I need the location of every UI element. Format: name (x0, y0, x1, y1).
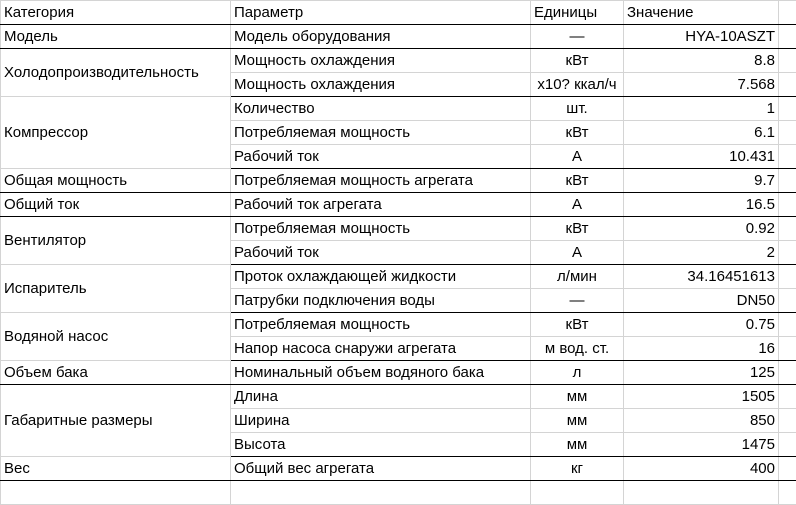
unit-cell[interactable]: — (531, 289, 624, 313)
unit-cell[interactable]: л (531, 361, 624, 385)
empty-cell[interactable] (779, 289, 796, 313)
value-cell[interactable]: 8.8 (624, 49, 779, 73)
table-row (1, 265, 796, 289)
parameter-cell[interactable]: Потребляемая мощность агрегата (231, 169, 531, 193)
category-cell[interactable]: Холодопроизводительность (1, 49, 231, 97)
empty-cell[interactable] (779, 241, 796, 265)
value-cell[interactable]: DN50 (624, 289, 779, 313)
header-value[interactable]: Значение (624, 1, 779, 25)
empty-cell[interactable] (779, 217, 796, 241)
value-cell[interactable]: HYA-10ASZT (624, 25, 779, 49)
value-cell[interactable]: 1475 (624, 433, 779, 457)
empty-cell[interactable] (779, 49, 796, 73)
parameter-cell[interactable]: Рабочий ток (231, 145, 531, 169)
empty-cell[interactable] (779, 1, 796, 25)
empty-cell[interactable] (779, 97, 796, 121)
empty-cell[interactable] (531, 481, 624, 505)
parameter-cell[interactable]: Мощность охлаждения (231, 49, 531, 73)
header-row (1, 1, 796, 25)
unit-cell[interactable]: мм (531, 409, 624, 433)
value-cell[interactable]: 850 (624, 409, 779, 433)
unit-cell[interactable]: кВт (531, 217, 624, 241)
unit-cell[interactable]: А (531, 241, 624, 265)
category-cell[interactable]: Испаритель (1, 265, 231, 313)
empty-cell[interactable] (231, 481, 531, 505)
parameter-cell[interactable]: Потребляемая мощность (231, 313, 531, 337)
value-cell[interactable]: 1 (624, 97, 779, 121)
empty-row (1, 481, 796, 505)
empty-cell[interactable] (779, 25, 796, 49)
table-row (1, 49, 796, 73)
unit-cell[interactable]: л/мин (531, 265, 624, 289)
header-units[interactable]: Единицы (531, 1, 624, 25)
value-cell[interactable]: 2 (624, 241, 779, 265)
empty-cell[interactable] (779, 265, 796, 289)
table-row (1, 217, 796, 241)
value-cell[interactable]: 125 (624, 361, 779, 385)
table-row (1, 361, 796, 385)
unit-cell[interactable]: кВт (531, 49, 624, 73)
category-cell[interactable]: Водяной насос (1, 313, 231, 361)
empty-cell[interactable] (779, 73, 796, 97)
value-cell[interactable]: 6.1 (624, 121, 779, 145)
parameter-cell[interactable]: Общий вес агрегата (231, 457, 531, 481)
table-row (1, 193, 796, 217)
table-row (1, 97, 796, 121)
unit-cell[interactable]: кВт (531, 313, 624, 337)
table-row (1, 457, 796, 481)
unit-cell[interactable]: шт. (531, 97, 624, 121)
empty-cell[interactable] (779, 145, 796, 169)
empty-cell[interactable] (779, 169, 796, 193)
unit-cell[interactable]: кг (531, 457, 624, 481)
value-cell[interactable]: 0.75 (624, 313, 779, 337)
empty-cell[interactable] (779, 193, 796, 217)
value-cell[interactable]: 16 (624, 337, 779, 361)
value-cell[interactable]: 10.431 (624, 145, 779, 169)
value-cell[interactable]: 16.5 (624, 193, 779, 217)
parameter-cell[interactable]: Напор насоса снаружи агрегата (231, 337, 531, 361)
empty-cell[interactable] (779, 409, 796, 433)
parameter-cell[interactable]: Потребляемая мощность (231, 121, 531, 145)
empty-cell[interactable] (779, 457, 796, 481)
empty-cell[interactable] (779, 121, 796, 145)
empty-cell[interactable] (1, 481, 231, 505)
value-cell[interactable]: 400 (624, 457, 779, 481)
table-row (1, 313, 796, 337)
unit-cell[interactable]: мм (531, 385, 624, 409)
value-cell[interactable]: 9.7 (624, 169, 779, 193)
empty-cell[interactable] (779, 313, 796, 337)
parameter-cell[interactable]: Номинальный объем водяного бака (231, 361, 531, 385)
empty-cell[interactable] (624, 481, 779, 505)
header-parameter[interactable]: Параметр (231, 1, 531, 25)
unit-cell[interactable]: м вод. ст. (531, 337, 624, 361)
parameter-cell[interactable]: Ширина (231, 409, 531, 433)
category-cell[interactable]: Объем бака (1, 361, 231, 385)
value-cell[interactable]: 7.568 (624, 73, 779, 97)
empty-cell[interactable] (779, 337, 796, 361)
unit-cell[interactable]: мм (531, 433, 624, 457)
parameter-cell[interactable]: Рабочий ток (231, 241, 531, 265)
category-cell[interactable]: Общий ток (1, 193, 231, 217)
category-cell[interactable]: Вес (1, 457, 231, 481)
table-row (1, 385, 796, 409)
unit-cell[interactable]: x10? ккал/ч (531, 73, 624, 97)
parameter-cell[interactable]: Модель оборудования (231, 25, 531, 49)
empty-cell[interactable] (779, 481, 796, 505)
parameter-cell[interactable]: Количество (231, 97, 531, 121)
table-row (1, 25, 796, 49)
empty-cell[interactable] (779, 433, 796, 457)
table-row (1, 169, 796, 193)
unit-cell[interactable]: А (531, 193, 624, 217)
category-cell[interactable]: Габаритные размеры (1, 385, 231, 457)
category-cell[interactable]: Компрессор (1, 97, 231, 169)
parameter-cell[interactable]: Потребляемая мощность (231, 217, 531, 241)
value-cell[interactable]: 1505 (624, 385, 779, 409)
parameter-cell[interactable]: Мощность охлаждения (231, 73, 531, 97)
empty-cell[interactable] (779, 361, 796, 385)
parameter-cell[interactable]: Рабочий ток агрегата (231, 193, 531, 217)
value-cell[interactable]: 34.16451613 (624, 265, 779, 289)
category-cell[interactable]: Модель (1, 25, 231, 49)
parameter-cell[interactable]: Высота (231, 433, 531, 457)
empty-cell[interactable] (779, 385, 796, 409)
category-cell[interactable]: Общая мощность (1, 169, 231, 193)
parameter-cell[interactable]: Длина (231, 385, 531, 409)
unit-cell[interactable]: А (531, 145, 624, 169)
header-category[interactable]: Категория (1, 1, 231, 25)
value-cell[interactable]: 0.92 (624, 217, 779, 241)
unit-cell[interactable]: кВт (531, 121, 624, 145)
parameter-cell[interactable]: Проток охлаждающей жидкости (231, 265, 531, 289)
parameter-cell[interactable]: Патрубки подключения воды (231, 289, 531, 313)
unit-cell[interactable]: — (531, 25, 624, 49)
category-cell[interactable]: Вентилятор (1, 217, 231, 265)
unit-cell[interactable]: кВт (531, 169, 624, 193)
